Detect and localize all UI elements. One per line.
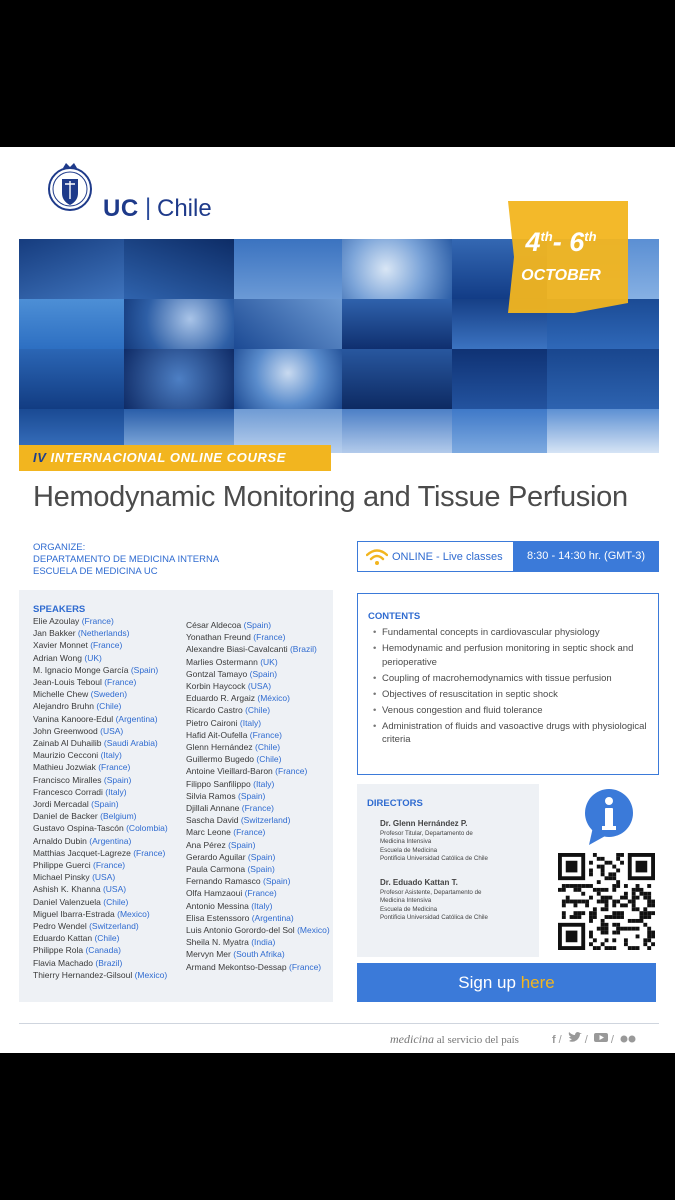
speaker-country: (Belgium) xyxy=(100,811,137,822)
speaker-row xyxy=(33,737,168,749)
speaker-country: (USA) xyxy=(100,725,124,736)
speaker-row xyxy=(186,851,330,863)
speaker-row xyxy=(33,688,168,700)
speaker-row xyxy=(186,643,330,655)
online-time: 8:30 - 14:30 hr. (GMT-3) xyxy=(513,541,659,572)
speaker-row xyxy=(186,802,330,814)
speaker-country: (Saudi Arabia) xyxy=(103,738,158,749)
date-start-suffix: th xyxy=(540,229,553,244)
uc-chile-logo[interactable] xyxy=(47,157,227,227)
speaker-country: (UK) xyxy=(84,652,102,663)
poster xyxy=(0,147,675,1053)
speaker-country: (Mexico) xyxy=(297,925,330,936)
speaker-row xyxy=(33,810,168,822)
organize-line1: DEPARTAMENTO DE MEDICINA INTERNA xyxy=(33,554,220,565)
speaker-name: Flavia Machado xyxy=(33,957,94,968)
date-range xyxy=(494,227,628,258)
speaker-name: Jean-Louis Teboul xyxy=(33,677,102,688)
speaker-row xyxy=(186,765,330,777)
social-links xyxy=(552,1032,639,1046)
speaker-name: Vanina Kanoore-Edul xyxy=(33,713,114,724)
speaker-name: César Aldecoa xyxy=(186,620,242,630)
speaker-row xyxy=(186,912,330,924)
speaker-row xyxy=(186,741,330,753)
speaker-country: (Spain) xyxy=(228,839,256,850)
speaker-country: (Spain) xyxy=(130,664,159,675)
speaker-name: Fernando Ramasco xyxy=(186,876,261,887)
footer-divider xyxy=(19,1023,659,1024)
speaker-name: Ashish K. Khanna xyxy=(33,884,101,895)
course-number: IV xyxy=(33,450,47,465)
speaker-country: (Switzerland) xyxy=(89,921,139,932)
speaker-name: Sascha David xyxy=(186,815,239,826)
social-sep: / xyxy=(558,1034,562,1046)
speaker-name: Alexandre Biasi-Cavalcanti xyxy=(186,644,288,655)
signup-button[interactable] xyxy=(357,963,656,1002)
speaker-row xyxy=(186,887,330,899)
speaker-row xyxy=(33,761,168,773)
speaker-name: Philippe Rola xyxy=(33,945,84,956)
director-1-line1: Profesor Titular, Departamento de xyxy=(380,829,473,837)
speaker-name: M. Ignacio Monge García xyxy=(33,664,129,675)
speaker-country: (France) xyxy=(133,847,166,858)
qr-code[interactable] xyxy=(558,853,655,950)
speaker-row xyxy=(33,700,168,712)
speaker-name: Marlies Ostermann xyxy=(186,656,258,667)
speaker-row xyxy=(33,725,168,737)
speaker-name: Antonio Messina xyxy=(186,900,249,911)
contents-item: • Administration of fluids and vasoactive drugs with physiological criteria xyxy=(373,720,653,747)
speaker-name: Glenn Hernández xyxy=(186,742,253,753)
speaker-country: (Spain) xyxy=(247,851,276,862)
speaker-country: (Spain) xyxy=(91,799,119,810)
director-1-line4: Pontificia Universidad Católica de Chile xyxy=(380,855,488,862)
director-2 xyxy=(380,879,488,923)
director-2-line2: Medicina Intensiva xyxy=(380,897,432,904)
speaker-country: (France) xyxy=(93,860,126,871)
speaker-row xyxy=(186,717,330,729)
date-end: - 6 xyxy=(552,227,585,257)
speaker-row xyxy=(186,692,330,704)
course-title: Hemodynamic Monitoring and Tissue Perfusion xyxy=(33,481,628,513)
speaker-row xyxy=(33,713,168,725)
contents-list xyxy=(373,626,653,749)
speaker-name: Paula Carmona xyxy=(186,864,246,875)
social-sep: / xyxy=(584,1034,588,1046)
speaker-country: (Switzerland) xyxy=(240,815,291,826)
speaker-country: (Chile) xyxy=(245,705,271,716)
speaker-country: (Spain) xyxy=(249,668,278,679)
speaker-name: Daniel de Backer xyxy=(33,811,98,822)
speaker-name: Armand Mekontso-Dessap xyxy=(186,961,287,972)
speaker-row xyxy=(186,826,330,838)
date-start: 4 xyxy=(525,227,541,257)
contents-item: • Coupling of macrohemodynamics with tissue perfusion xyxy=(373,672,653,686)
speaker-country: (France) xyxy=(104,677,137,688)
speaker-country: (France) xyxy=(90,640,123,651)
speaker-name: Jordi Mercadal xyxy=(33,799,89,810)
organize-label: ORGANIZE: xyxy=(33,542,86,553)
wifi-icon xyxy=(366,548,388,566)
speaker-name: Silvia Ramos xyxy=(186,790,236,801)
director-1 xyxy=(380,820,488,864)
brand-separator: | xyxy=(145,194,152,221)
speaker-country: (France) xyxy=(289,961,322,972)
speaker-name: Elisa Estenssoro xyxy=(186,912,250,923)
speaker-country: (Argentina) xyxy=(115,713,158,724)
speaker-name: Alejandro Bruhn xyxy=(33,701,94,712)
speaker-country: (Spain) xyxy=(103,774,132,785)
speaker-row xyxy=(186,656,330,668)
speaker-country: (Brazil) xyxy=(95,957,123,968)
speaker-row xyxy=(186,936,330,948)
speaker-row xyxy=(33,847,168,859)
speaker-country: (France) xyxy=(253,632,286,643)
online-label: ONLINE - Live classes xyxy=(392,551,503,563)
speaker-country: (Mexico) xyxy=(134,969,168,980)
speaker-row xyxy=(186,631,330,643)
speaker-row xyxy=(33,652,168,664)
speaker-name: Sheila N. Myatra xyxy=(186,937,249,948)
speaker-name: Miguel Ibarra-Estrada xyxy=(33,908,115,919)
speaker-name: Antoine Vieillard-Baron xyxy=(186,766,273,777)
crest-icon xyxy=(47,157,93,221)
date-end-suffix: th xyxy=(584,229,597,244)
signup-text xyxy=(357,973,656,993)
speaker-country: (USA) xyxy=(247,681,272,692)
speaker-country: (México) xyxy=(257,693,290,704)
speaker-country: (Canada) xyxy=(85,945,121,956)
director-1-line3: Escuela de Medicina xyxy=(380,846,438,854)
speaker-country: (France) xyxy=(275,766,308,777)
signup-label: Sign up xyxy=(458,973,516,992)
speaker-name: Jan Bakker xyxy=(33,628,76,639)
speaker-country: (Spain) xyxy=(263,876,291,887)
brand-chile: Chile xyxy=(157,195,212,222)
contents-item: • Objectives of resuscitation in septic shock xyxy=(373,688,653,702)
speaker-name: Eduardo Kattan xyxy=(33,933,93,944)
speaker-name: Michelle Chew xyxy=(33,689,89,700)
speaker-country: (France) xyxy=(233,827,266,838)
contents-item: • Venous congestion and fluid tolerance xyxy=(373,704,653,718)
speaker-row xyxy=(33,822,168,834)
speaker-country: (Argentina) xyxy=(251,912,294,923)
contents-title: CONTENTS xyxy=(368,611,421,622)
speaker-row xyxy=(186,680,330,692)
speaker-row xyxy=(186,668,330,680)
speaker-name: Ana Pérez xyxy=(186,839,226,850)
speaker-row xyxy=(33,639,168,651)
speaker-name: Gustavo Ospina-Tascón xyxy=(33,823,124,834)
speaker-country: (Netherlands) xyxy=(77,628,130,639)
speakers-title: SPEAKERS xyxy=(33,604,86,615)
speaker-row xyxy=(33,969,168,981)
flickr-icon[interactable] xyxy=(620,1034,636,1046)
speaker-row xyxy=(33,835,168,847)
twitter-icon[interactable] xyxy=(568,1032,582,1046)
speaker-name: Hafid Ait-Oufella xyxy=(186,729,248,740)
speaker-name: Gerardo Aguilar xyxy=(186,851,246,862)
speaker-name: Ricardo Castro xyxy=(186,705,243,716)
speaker-country: (France) xyxy=(244,888,277,899)
speaker-country: (Colombia) xyxy=(126,823,168,834)
speaker-country: (Italy) xyxy=(253,778,275,789)
speaker-row xyxy=(186,814,330,826)
speaker-country: (Spain) xyxy=(237,790,266,801)
speaker-country: (Italy) xyxy=(251,900,273,911)
speaker-row xyxy=(33,920,168,932)
speaker-country: (Sweden) xyxy=(90,689,128,700)
speaker-name: Filippo Sanfilippo xyxy=(186,778,251,789)
online-bar xyxy=(357,541,658,572)
speaker-row xyxy=(186,863,330,875)
speaker-name: Guillermo Bugedo xyxy=(186,754,255,765)
speaker-name: Arnaldo Dubin xyxy=(33,835,87,846)
signup-here-link[interactable]: here xyxy=(520,973,555,992)
speaker-country: (France) xyxy=(249,729,282,740)
organize-line2: ESCUELA DE MEDICINA UC xyxy=(33,566,158,577)
director-2-line4: Pontificia Universidad Católica de Chile xyxy=(380,914,488,921)
speaker-row xyxy=(186,753,330,765)
footer-tagline xyxy=(390,1032,519,1047)
director-2-line3: Escuela de Medicina xyxy=(380,905,438,913)
speaker-country: (Argentina) xyxy=(89,835,132,846)
speakers-col1 xyxy=(33,615,168,981)
info-icon[interactable] xyxy=(583,787,635,847)
speaker-row xyxy=(33,908,168,920)
director-1-name: Dr. Glenn Hernández P. xyxy=(380,819,468,828)
speaker-row xyxy=(33,957,168,969)
speaker-name: Olfa Hamzaoui xyxy=(186,888,243,899)
speaker-name: Djillali Annane xyxy=(186,803,240,814)
speaker-row xyxy=(186,704,330,716)
speaker-country: (South Afrika) xyxy=(233,949,285,960)
speaker-row xyxy=(33,896,168,908)
speaker-row xyxy=(33,932,168,944)
social-sep: / xyxy=(610,1034,614,1046)
speaker-country: (Spain) xyxy=(243,620,272,630)
date-ribbon xyxy=(494,201,628,313)
speaker-row xyxy=(33,749,168,761)
speaker-country: (Italy) xyxy=(105,786,127,797)
course-tag-text xyxy=(33,450,286,465)
course-label: INTERNACIONAL ONLINE COURSE xyxy=(50,450,287,465)
footer-rest: al servicio del país xyxy=(436,1034,519,1046)
speaker-name: Korbin Haycock xyxy=(186,681,246,692)
speaker-country: (Chile) xyxy=(255,742,281,753)
speaker-name: Maurizio Cecconi xyxy=(33,750,99,761)
contents-item: • Hemodynamic and perfusion monitoring in septic shock and perioperative xyxy=(373,642,653,669)
speaker-name: Philippe Guerci xyxy=(33,860,91,871)
speaker-row xyxy=(186,729,330,741)
speaker-row xyxy=(33,798,168,810)
date-month: OCTOBER xyxy=(521,267,601,284)
contents-panel xyxy=(357,593,659,775)
speaker-country: (France) xyxy=(241,803,274,814)
speaker-row xyxy=(186,900,330,912)
speaker-country: (UK) xyxy=(260,656,278,667)
speaker-name: Yonathan Freund xyxy=(186,632,251,643)
speaker-row xyxy=(33,786,168,798)
speakers-col2 xyxy=(186,619,330,973)
speaker-name: Francesco Corradi xyxy=(33,786,103,797)
speaker-country: (Italy) xyxy=(239,717,262,728)
speaker-row xyxy=(33,774,168,786)
facebook-icon[interactable]: f xyxy=(552,1034,556,1046)
speaker-row xyxy=(186,948,330,960)
speaker-row xyxy=(186,778,330,790)
speaker-country: (Chile) xyxy=(103,896,129,907)
organize-block xyxy=(33,542,219,578)
speaker-country: (Italy) xyxy=(100,750,122,761)
speaker-row xyxy=(186,619,330,631)
speaker-country: (Spain) xyxy=(247,864,275,875)
speaker-name: Marc Leone xyxy=(186,827,231,838)
speaker-name: Daniel Valenzuela xyxy=(33,896,101,907)
speaker-name: Xavier Monnet xyxy=(33,640,88,651)
speaker-row xyxy=(33,871,168,883)
speaker-row xyxy=(33,944,168,956)
speaker-row xyxy=(33,676,168,688)
director-1-line2: Medicina Intensiva xyxy=(380,838,432,845)
speaker-country: (France) xyxy=(98,762,131,773)
director-2-name: Dr. Eduado Kattan T. xyxy=(380,878,458,887)
course-tag xyxy=(19,445,331,471)
speaker-name: Zainab Al Duhailib xyxy=(33,738,102,749)
speaker-country: (France) xyxy=(81,616,114,626)
speakers-panel xyxy=(19,590,333,1002)
youtube-icon[interactable] xyxy=(594,1032,608,1046)
speaker-country: (USA) xyxy=(92,872,116,883)
speaker-name: Thierry Hernandez-Gilsoul xyxy=(33,969,133,980)
speaker-row xyxy=(33,883,168,895)
contents-item: • Fundamental concepts in cardiovascular physiology xyxy=(373,626,653,640)
speaker-row xyxy=(33,859,168,871)
footer-medicina: medicina xyxy=(390,1032,434,1046)
speaker-name: John Greenwood xyxy=(33,725,98,736)
speaker-row xyxy=(186,924,330,936)
speaker-country: (Chile) xyxy=(96,701,122,712)
speaker-country: (Chile) xyxy=(256,754,282,765)
speaker-name: Mervyn Mer xyxy=(186,949,231,960)
speaker-name: Adrian Wong xyxy=(33,652,82,663)
speaker-row xyxy=(186,790,330,802)
speaker-country: (USA) xyxy=(102,884,127,895)
speaker-name: Gontzal Tamayo xyxy=(186,668,248,679)
speaker-row xyxy=(33,615,168,627)
directors-title: DIRECTORS xyxy=(367,798,423,809)
brand-uc: UC xyxy=(103,195,139,222)
speaker-name: Eduardo R. Argaiz xyxy=(186,693,255,704)
speaker-name: Mathieu Jozwiak xyxy=(33,762,96,773)
speaker-country: (India) xyxy=(251,937,276,948)
speaker-name: Matthias Jacquet-Lagreze xyxy=(33,847,131,858)
speaker-country: (Chile) xyxy=(94,933,120,944)
speaker-row xyxy=(33,627,168,639)
directors-panel xyxy=(357,784,539,957)
speaker-name: Francisco Miralles xyxy=(33,774,102,785)
speaker-name: Elie Azoulay xyxy=(33,616,80,626)
speaker-country: (Brazil) xyxy=(289,644,317,655)
director-2-line1: Profesor Asistente, Departamento de xyxy=(380,888,482,896)
speaker-name: Luis Antonio Gorordo-del Sol xyxy=(186,925,295,936)
speaker-row xyxy=(186,875,330,887)
speaker-name: Pedro Wendel xyxy=(33,921,87,932)
speaker-row xyxy=(186,961,330,973)
speaker-row xyxy=(186,839,330,851)
speaker-row xyxy=(33,664,168,676)
speaker-name: Michael Pinsky xyxy=(33,872,90,883)
speaker-name: Pietro Caironi xyxy=(186,717,238,728)
speaker-country: (Mexico) xyxy=(117,908,150,919)
